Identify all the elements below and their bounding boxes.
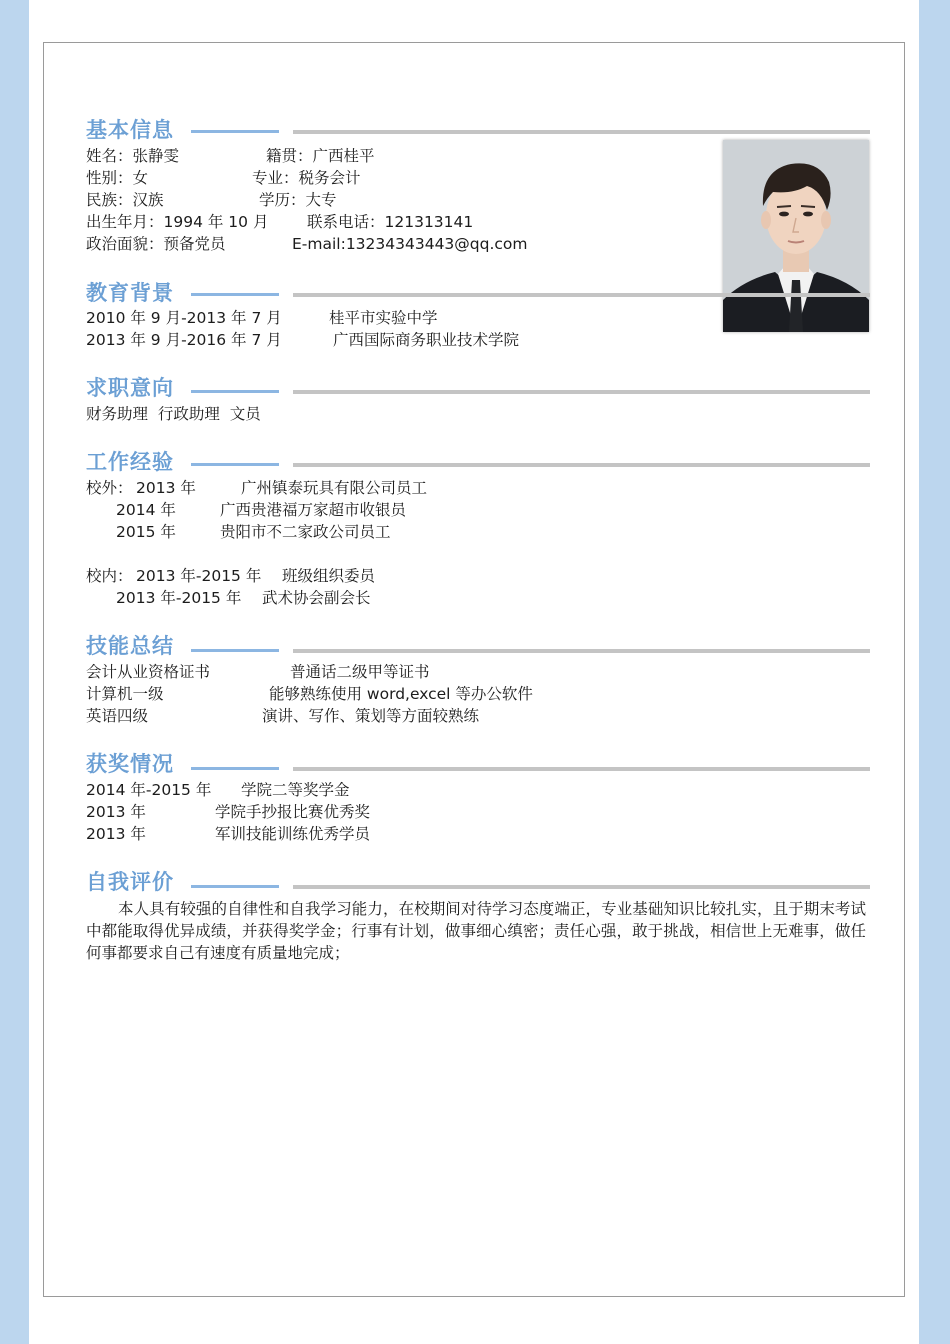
work-year: 2015 年 bbox=[116, 523, 176, 541]
section-title-intention: 求职意向 bbox=[86, 376, 174, 400]
left-decor-bar bbox=[0, 0, 29, 1344]
section-rule-gray bbox=[293, 767, 870, 771]
basic-politics: 政治面貌：预备党员 bbox=[86, 235, 226, 253]
section-rule-gray bbox=[293, 885, 870, 889]
skill-item: 会计从业资格证书 bbox=[86, 663, 211, 681]
section-rule-blue bbox=[191, 463, 279, 466]
work-job: 广西贵港福万家超市收银员 bbox=[220, 501, 407, 519]
basic-name: 姓名：张静雯 bbox=[86, 147, 180, 165]
section-title-work: 工作经验 bbox=[86, 450, 174, 474]
basic-education: 学历：大专 bbox=[259, 191, 337, 209]
basic-birth: 出生年月：1994 年 10 月 bbox=[86, 213, 269, 231]
section-rule-blue bbox=[191, 649, 279, 652]
work-job: 贵阳市不二家政公司员工 bbox=[220, 523, 391, 541]
section-rule-gray bbox=[293, 390, 870, 394]
intention-text: 财务助理 行政助理 文员 bbox=[86, 405, 261, 423]
self-evaluation-text: 本人具有较强的自律性和自我学习能力，在校期间对待学习态度端正，专业基础知识比较扎实，且于期末考试中都能取得优异成绩，并获得奖学金；行事有计划，做事细心缜密；责任心强，敢于挑战，相信世上无难事，做任何事都要求自己有速度有质量地完成； bbox=[86, 900, 866, 962]
skill-item: 计算机一级 bbox=[86, 685, 164, 703]
section-rule-blue bbox=[191, 767, 279, 770]
work-outside-label: 校外： bbox=[86, 479, 133, 497]
skill-item: 普通话二级甲等证书 bbox=[290, 663, 430, 681]
work-year: 2013 年-2015 年 bbox=[136, 567, 262, 585]
section-rule-gray bbox=[293, 130, 870, 134]
award-year: 2013 年 bbox=[86, 803, 146, 821]
profile-photo bbox=[723, 140, 869, 332]
skill-item: 英语四级 bbox=[86, 707, 149, 725]
section-title-self: 自我评价 bbox=[86, 870, 174, 894]
award-year: 2014 年-2015 年 bbox=[86, 781, 212, 799]
basic-ethnicity: 民族：汉族 bbox=[86, 191, 164, 209]
section-rule-gray bbox=[293, 463, 870, 467]
section-title-basic: 基本信息 bbox=[86, 118, 174, 142]
section-rule-gray bbox=[293, 649, 870, 653]
section-title-awards: 获奖情况 bbox=[86, 752, 174, 776]
section-rule-blue bbox=[191, 130, 279, 133]
section-rule-blue bbox=[191, 885, 279, 888]
award-name: 军训技能训练优秀学员 bbox=[215, 825, 371, 843]
section-rule-blue bbox=[191, 293, 279, 296]
education-period: 2013 年 9 月-2016 年 7 月 bbox=[86, 331, 282, 349]
work-year: 2014 年 bbox=[116, 501, 176, 519]
right-decor-bar bbox=[919, 0, 950, 1344]
section-title-education: 教育背景 bbox=[86, 281, 174, 305]
skill-item: 演讲、写作、策划等方面较熟练 bbox=[262, 707, 480, 725]
work-job: 广州镇泰玩具有限公司员工 bbox=[241, 479, 428, 497]
award-year: 2013 年 bbox=[86, 825, 146, 843]
basic-major: 专业：税务会计 bbox=[252, 169, 361, 187]
section-title-skills: 技能总结 bbox=[86, 634, 174, 658]
section-rule-blue bbox=[191, 390, 279, 393]
basic-phone: 联系电话：121313141 bbox=[307, 213, 474, 231]
work-job: 班级组织委员 bbox=[282, 567, 376, 585]
award-name: 学院二等奖学金 bbox=[241, 781, 350, 799]
education-school: 桂平市实验中学 bbox=[329, 309, 438, 327]
education-school: 广西国际商务职业技术学院 bbox=[333, 331, 520, 349]
work-job: 武术协会副会长 bbox=[262, 589, 371, 607]
basic-gender: 性别：女 bbox=[86, 169, 149, 187]
section-rule-gray bbox=[293, 293, 870, 297]
work-year: 2013 年-2015 年 bbox=[116, 589, 242, 607]
skill-item: 能够熟练使用 word,excel 等办公软件 bbox=[269, 685, 533, 703]
basic-native: 籍贯：广西桂平 bbox=[266, 147, 375, 165]
award-name: 学院手抄报比赛优秀奖 bbox=[215, 803, 371, 821]
education-period: 2010 年 9 月-2013 年 7 月 bbox=[86, 309, 282, 327]
basic-email: E-mail:13234343443@qq.com bbox=[292, 235, 528, 253]
work-year: 2013 年 bbox=[136, 479, 196, 497]
work-inside-label: 校内： bbox=[86, 567, 133, 585]
